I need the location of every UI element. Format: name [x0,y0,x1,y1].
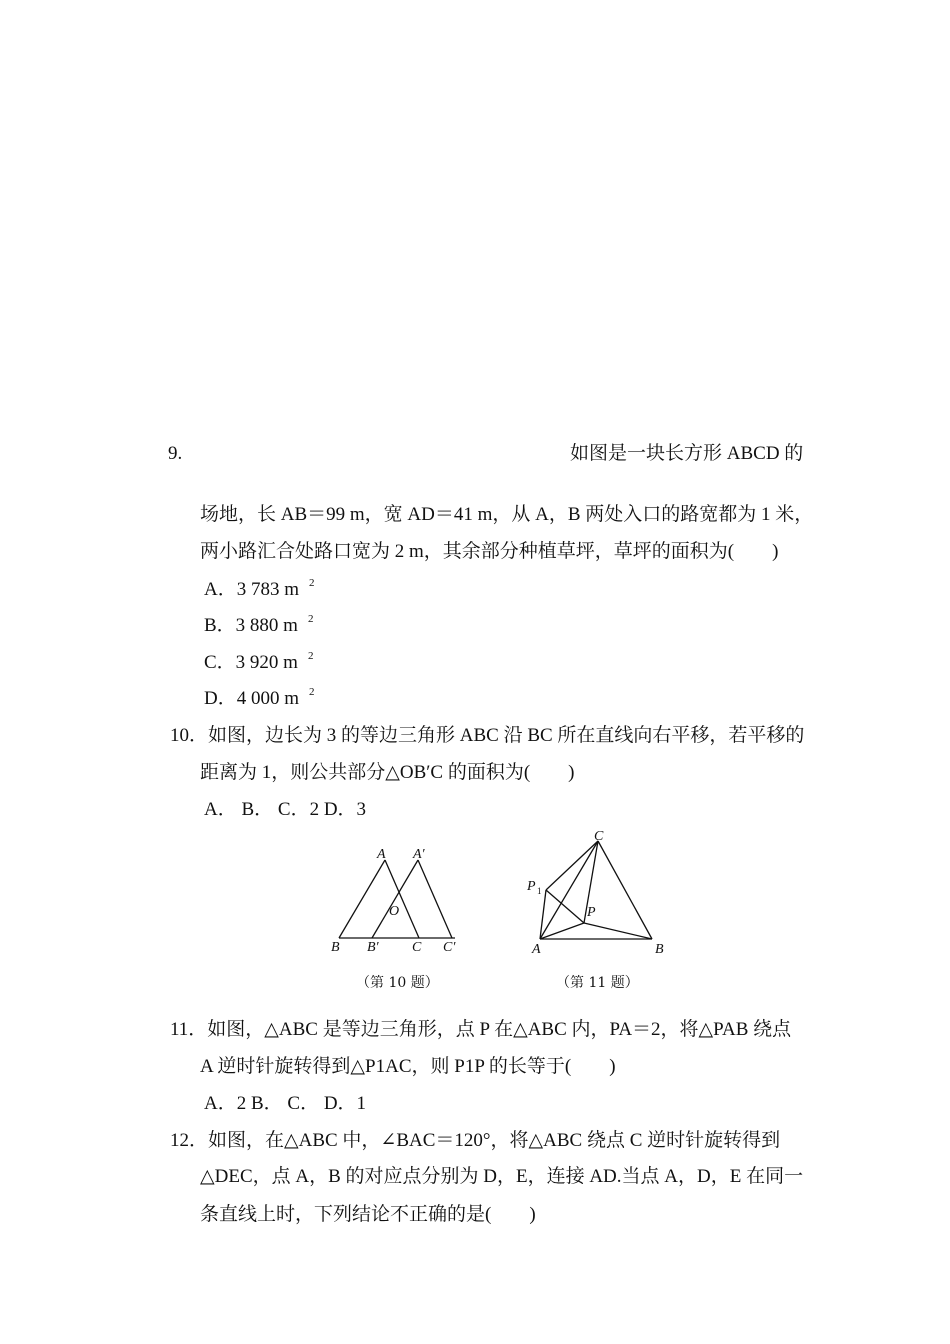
figure-11 [522,830,682,960]
fig11-segment-pb [584,923,652,939]
q9-option-c [204,651,313,677]
fig10-segment-ac [385,860,419,938]
fig10-segment-a-prime-b-prime [372,860,418,938]
fig10-label-b: B [331,940,340,955]
q9-option-b-sup: 2 [307,613,314,625]
fig11-label-a: A [532,942,541,957]
q10-line-1: 10．如图，边长为 3 的等边三角形 ABC 沿 BC 所在直线向右平移，若平移的 [170,725,805,746]
fig10-caption: （第 10 题） [356,975,439,991]
q11-line-2: A 逆时针旋转得到△P1AC，则 P1P 的长等于( ) [200,1056,616,1077]
fig11-label-p: P [587,905,596,920]
fig10-label-c: C [412,940,422,955]
fig11-label-c: C [594,829,604,844]
q10-line-2: 距离为 1，则公共部分△OB′C 的面积为( ) [200,762,575,783]
fig11-segment-p1c [546,841,598,890]
fig11-label-p1-sub: 1 [537,886,542,896]
fig11-caption: （第 11 题） [556,975,639,991]
figure-10 [325,843,475,963]
q9-option-a-text: A．3 783 m [204,579,300,600]
q9-line-3: 两小路汇合处路口宽为 2 m，其余部分种植草坪，草坪的面积为( ) [200,541,779,562]
fig10-label-a: A [377,847,386,862]
fig11-label-b: B [655,942,664,957]
q9-option-c-text: C．3 920 m [204,652,298,673]
q9-option-d-sup: 2 [309,686,315,698]
fig10-label-b-prime: B′ [367,940,379,955]
q9-option-b [204,614,313,640]
q11-line-1: 11．如图，△ABC 是等边三角形，点 P 在△ABC 内，PA＝2，将△PAB 绕点 [170,1019,792,1040]
fig10-label-c-prime: C′ [443,940,456,955]
q9-line-2: 场地，长 AB＝99 m，宽 AD＝41 m，从 A，B 两处入口的路宽都为 1 米， [200,504,814,525]
fig10-label-o: O [389,904,400,919]
q12-line-1: 12．如图，在△ABC 中，∠BAC＝120°，将△ABC 绕点 C 逆时针旋转得到 [170,1130,781,1151]
q11-options: A．2 B． C． D．1 [204,1093,367,1114]
q9-number: 9. [168,443,183,464]
q9-option-c-sup: 2 [307,650,314,662]
q9-line-1: 如图是一块长方形 ABCD 的 [570,443,804,464]
fig10-segment-ab [339,860,385,938]
fig10-segment-a-prime-c-prime [418,860,452,938]
fig10-label-a-prime: A′ [413,847,425,862]
q12-line-3: 条直线上时，下列结论不正确的是( ) [200,1204,536,1225]
q9-option-a-sup: 2 [309,577,315,589]
q9-option-d-text: D．4 000 m [204,688,300,709]
fig11-segment-bc [598,841,652,939]
q9-option-a [204,578,315,604]
q12-line-2: △DEC，点 A，B 的对应点分别为 D，E，连接 AD.当点 A，D，E 在同一 [200,1166,804,1187]
q10-options: A． B． C．2 D．3 [204,799,367,820]
fig11-segment-ap [540,923,584,939]
fig11-label-p1: P [527,879,536,894]
q9-option-d [204,687,315,713]
q9-option-b-text: B．3 880 m [204,615,298,636]
